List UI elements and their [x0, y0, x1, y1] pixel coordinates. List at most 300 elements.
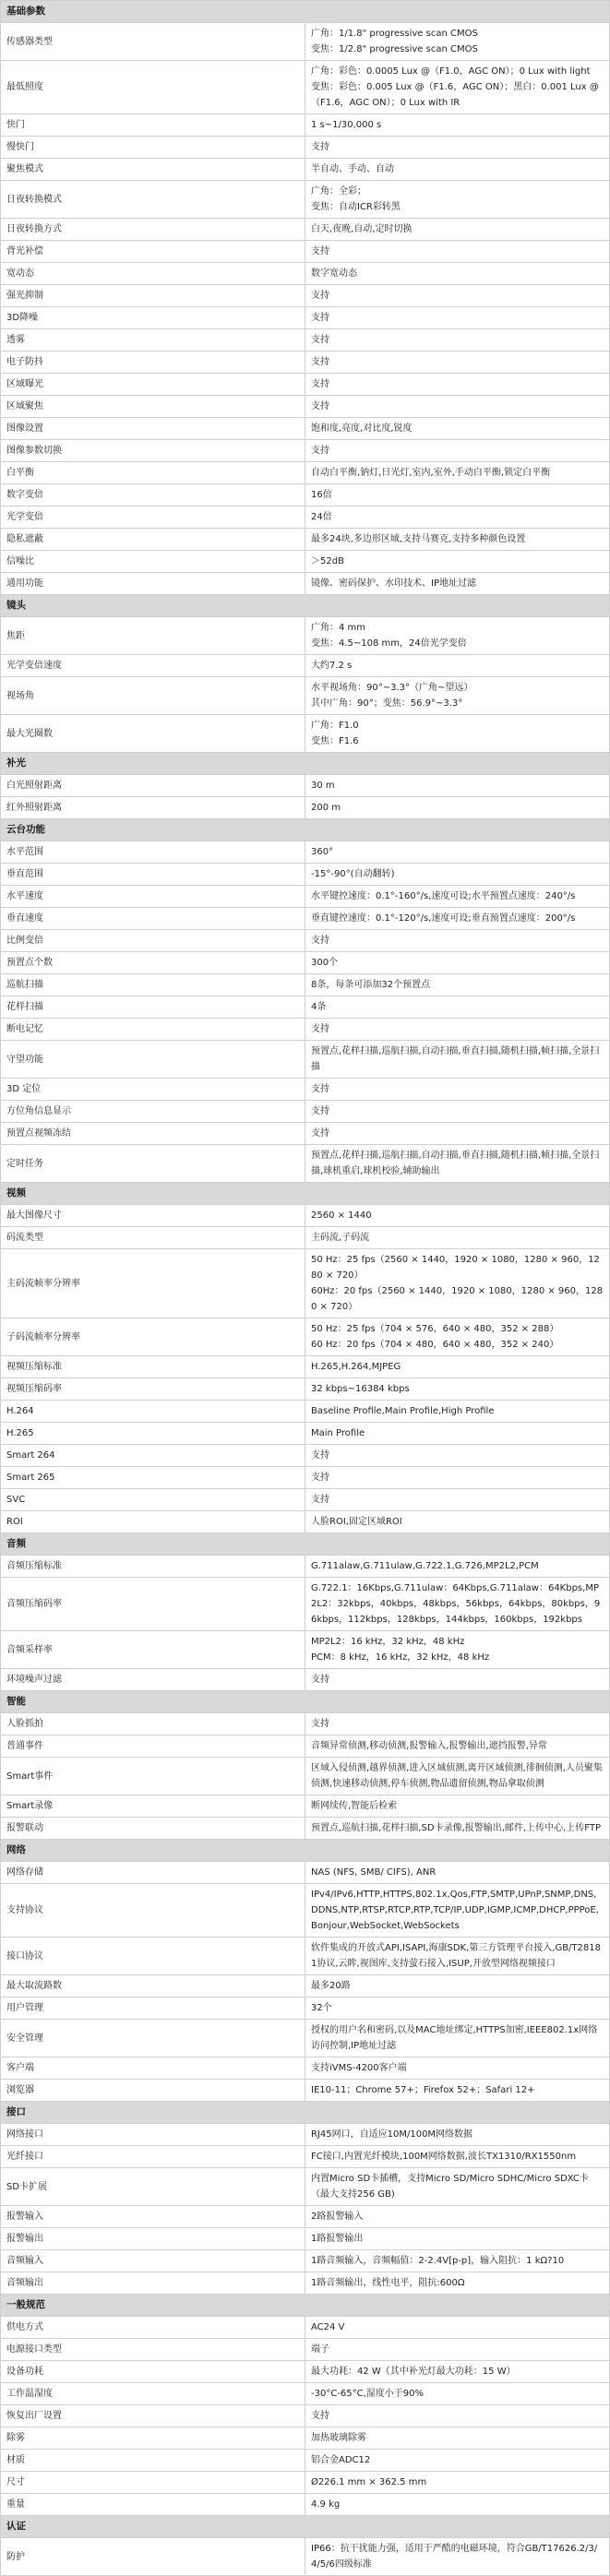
- section-header-row: [1, 753, 610, 775]
- spec-value: [305, 1938, 610, 1975]
- section-title: 镜头: [1, 595, 610, 617]
- spec-value: [305, 2383, 610, 2405]
- spec-row: [1, 1511, 610, 1533]
- spec-value: [305, 440, 610, 462]
- section-title: 补光: [1, 753, 610, 775]
- spec-value-line: G.711alaw,G.711ulaw,G.722.1,G.726,MP2L2,PCM: [311, 1561, 539, 1571]
- spec-label: 断电记忆: [1, 1019, 305, 1041]
- spec-row: [1, 2057, 610, 2080]
- spec-row: [1, 2146, 610, 2168]
- section-title: 基础参数: [1, 1, 610, 23]
- spec-row: [1, 2361, 610, 2383]
- spec-row: [1, 715, 610, 753]
- section-header-row: [1, 1, 610, 23]
- spec-row: [1, 1227, 610, 1249]
- spec-value-line: 变焦：1/2.8" progressive scan CMOS: [311, 44, 478, 54]
- spec-value-line: 300个: [311, 958, 339, 968]
- spec-value: [305, 1795, 610, 1818]
- spec-value: [305, 573, 610, 595]
- spec-row: [1, 2124, 610, 2146]
- spec-label: 方位角信息显示: [1, 1101, 305, 1123]
- spec-row: [1, 159, 610, 181]
- spec-row: [1, 1467, 610, 1489]
- spec-label: 子码流帧率分辨率: [1, 1318, 305, 1356]
- spec-value-line: 支持: [311, 446, 329, 456]
- spec-row: [1, 241, 610, 263]
- spec-row: [1, 1019, 610, 1041]
- spec-label: 音频采样率: [1, 1631, 305, 1669]
- spec-row: [1, 484, 610, 507]
- spec-value: [305, 1884, 610, 1938]
- spec-row: [1, 1205, 610, 1227]
- spec-value-line: 支持: [311, 2411, 329, 2421]
- spec-label: 防护: [1, 2538, 305, 2576]
- section-header-row: [1, 2295, 610, 2317]
- spec-row: [1, 352, 610, 374]
- spec-value: [305, 2472, 610, 2494]
- spec-label: 垂直范围: [1, 864, 305, 886]
- spec-value: [305, 775, 610, 797]
- spec-row: [1, 2020, 610, 2057]
- spec-value: [305, 285, 610, 307]
- spec-value: [305, 181, 610, 219]
- spec-value: [305, 2146, 610, 2168]
- spec-label: 音频输入: [1, 2250, 305, 2272]
- spec-value-line: 1路报警输出: [311, 2234, 364, 2244]
- spec-value: [305, 1101, 610, 1123]
- spec-value-line: 支持iVMS-4200客户端: [311, 2063, 407, 2073]
- spec-row: [1, 61, 610, 114]
- spec-value-line: IE10-11；Chrome 57+；Firefox 52+；Safari 12+: [311, 2085, 535, 2095]
- spec-row: [1, 2427, 610, 2450]
- spec-value-line: 200 m: [311, 803, 341, 813]
- spec-value: [305, 1227, 610, 1249]
- spec-value: [305, 1079, 610, 1101]
- spec-label: 浏览器: [1, 2080, 305, 2102]
- spec-label: 背光补偿: [1, 241, 305, 263]
- spec-value-line: 大约7.2 s: [311, 661, 353, 671]
- spec-value-line: 垂直键控速度：0.1°-120°/s,速度可设;垂直预置点速度：200°/s: [311, 913, 576, 924]
- spec-row: [1, 1041, 610, 1079]
- spec-value-line: FC接口,内置光纤模块,100M网络数据,波长TX1310/RX1550nm: [311, 2152, 577, 2162]
- spec-row: [1, 1378, 610, 1401]
- spec-label: 守望功能: [1, 1041, 305, 1079]
- spec-value-line: ＞52dB: [311, 556, 344, 566]
- spec-value: [305, 1423, 610, 1445]
- spec-row: [1, 2405, 610, 2427]
- spec-value-line: 变焦：彩色：0.005 Lux @（F1.6，AGC ON）；黑白：0.001 Lux @（F1.6，AGC ON）；0 Lux with IR: [311, 82, 599, 108]
- spec-value: [305, 507, 610, 529]
- spec-value-line: 8条，每条可添加32个预置点: [311, 980, 431, 990]
- spec-value: [305, 2427, 610, 2450]
- spec-label: 数字变倍: [1, 484, 305, 507]
- spec-value-line: 半自动、手动、自动: [311, 164, 394, 174]
- spec-row: [1, 2228, 610, 2250]
- spec-row: [1, 1795, 610, 1818]
- spec-value-line: 支持: [311, 246, 329, 256]
- spec-label: 报警输入: [1, 2206, 305, 2228]
- spec-label: 水平范围: [1, 841, 305, 864]
- spec-row: [1, 507, 610, 529]
- section-header-row: [1, 1840, 610, 1862]
- spec-label: 比例变倍: [1, 930, 305, 952]
- spec-value: [305, 2020, 610, 2057]
- spec-value-line: 支持: [311, 357, 329, 367]
- spec-value: [305, 1511, 610, 1533]
- spec-row: [1, 617, 610, 655]
- spec-label: Smart录像: [1, 1795, 305, 1818]
- spec-row: [1, 2538, 610, 2576]
- spec-value-line: 60 Hz：20 fps（704 × 480，640 × 480，352 × 240）: [311, 1340, 559, 1350]
- spec-label: 网络接口: [1, 2124, 305, 2146]
- spec-label: H.264: [1, 1401, 305, 1423]
- spec-value-line: 支持: [311, 1024, 329, 1034]
- spec-label: 报警输出: [1, 2228, 305, 2250]
- spec-row: [1, 1938, 610, 1975]
- spec-row: [1, 1758, 610, 1795]
- spec-value: [305, 1669, 610, 1691]
- section-title: 网络: [1, 1840, 610, 1862]
- spec-value-line: 30 m: [311, 781, 335, 791]
- spec-value: [305, 1205, 610, 1227]
- spec-row: [1, 1578, 610, 1631]
- spec-value: [305, 864, 610, 886]
- spec-value-line: NAS (NFS, SMB/ CIFS), ANR: [311, 1867, 437, 1878]
- spec-label: 3D降噪: [1, 307, 305, 329]
- spec-label: 工作温湿度: [1, 2383, 305, 2405]
- spec-value-line: 最多20路: [311, 1981, 351, 1991]
- spec-label: 主码流帧率分辨率: [1, 1249, 305, 1318]
- spec-value: [305, 1145, 610, 1183]
- spec-value: [305, 462, 610, 484]
- spec-value-line: 32 kbps~16384 kbps: [311, 1384, 410, 1394]
- spec-row: [1, 1735, 610, 1758]
- spec-label: 重量: [1, 2494, 305, 2516]
- spec-row: [1, 952, 610, 974]
- spec-value-line: 支持: [311, 1719, 329, 1729]
- spec-row: [1, 930, 610, 952]
- spec-value: [305, 715, 610, 753]
- spec-value-line: 铝合金ADC12: [311, 2455, 371, 2465]
- spec-label: Smart事件: [1, 1758, 305, 1795]
- spec-label: 电子防抖: [1, 352, 305, 374]
- spec-row: [1, 1862, 610, 1884]
- spec-value: [305, 1019, 610, 1041]
- spec-row: [1, 551, 610, 573]
- spec-label: 用户管理: [1, 1998, 305, 2020]
- spec-value: [305, 930, 610, 952]
- spec-value-line: 预置点,花样扫描,巡航扫描,自动扫描,垂直扫描,随机扫描,帧扫描,全景扫描,球机重启,球机校验,辅助输出: [311, 1151, 600, 1176]
- spec-value-line: 24倍: [311, 512, 332, 522]
- spec-label: 传感器类型: [1, 23, 305, 61]
- spec-value-line: 2560 × 1440: [311, 1210, 372, 1221]
- spec-value-line: -15°-90°(自动翻转): [311, 869, 395, 879]
- spec-row: [1, 1669, 610, 1691]
- spec-value-line: 1路音频输入，音频幅值：2-2.4V[p-p]，输入阻抗：1 kΩ?10: [311, 2256, 565, 2266]
- spec-value-line: 广角：F1.0: [311, 721, 359, 731]
- spec-value: [305, 2057, 610, 2080]
- spec-value: [305, 329, 610, 352]
- spec-label: 人脸抓拍: [1, 1713, 305, 1735]
- spec-value-line: 白天,夜晚,自动,定时切换: [311, 224, 413, 234]
- spec-label: ROI: [1, 1511, 305, 1533]
- spec-value: [305, 2228, 610, 2250]
- spec-value-line: 支持: [311, 401, 329, 411]
- spec-label: 最大光圈数: [1, 715, 305, 753]
- spec-row: [1, 1123, 610, 1145]
- spec-value-line: 支持: [311, 1450, 329, 1461]
- spec-label: 尺寸: [1, 2472, 305, 2494]
- spec-row: [1, 137, 610, 159]
- spec-value: [305, 1041, 610, 1079]
- spec-value-line: 支持: [311, 379, 329, 389]
- spec-value: [305, 996, 610, 1019]
- spec-value-line: 端子: [311, 2344, 329, 2355]
- spec-label: 设备功耗: [1, 2361, 305, 2383]
- spec-value: [305, 307, 610, 329]
- spec-label: 白平衡: [1, 462, 305, 484]
- spec-value: [305, 418, 610, 440]
- spec-value: [305, 2206, 610, 2228]
- spec-value: [305, 1578, 610, 1631]
- spec-label: 预置点个数: [1, 952, 305, 974]
- spec-label: 聚焦模式: [1, 159, 305, 181]
- spec-label: 水平速度: [1, 886, 305, 908]
- spec-label: 光纤接口: [1, 2146, 305, 2168]
- spec-label: 区域聚焦: [1, 396, 305, 418]
- spec-value: [305, 1556, 610, 1578]
- spec-value: [305, 1445, 610, 1467]
- spec-value: [305, 352, 610, 374]
- spec-value-line: AC24 V: [311, 2322, 345, 2332]
- spec-label: 网络存储: [1, 1862, 305, 1884]
- spec-value-line: 数字宽动态: [311, 268, 357, 279]
- spec-value: [305, 61, 610, 114]
- spec-value: [305, 263, 610, 285]
- spec-row: [1, 655, 610, 677]
- spec-value-line: IP66：抗干扰能力强，适用于严酷的电磁环境，符合GB/T17626.2/3/4/5/6四级标准: [311, 2544, 598, 2570]
- spec-label: 恢复出厂设置: [1, 2405, 305, 2427]
- spec-value-line: 区域入侵侦测,越界侦测,进入区域侦测,离开区域侦测,徘徊侦测,人员聚集侦测,快速移动侦测,停车侦测,物品遗留侦测,物品拿取侦测: [311, 1763, 603, 1789]
- spec-value-line: 音频异常侦测,移动侦测,报警输入,报警输出,遮挡报警,异常: [311, 1741, 547, 1751]
- spec-row: [1, 1079, 610, 1101]
- spec-label: 焦距: [1, 617, 305, 655]
- spec-value: [305, 617, 610, 655]
- spec-value: [305, 137, 610, 159]
- spec-value-line: 支持: [311, 1675, 329, 1685]
- spec-label: 图像参数切换: [1, 440, 305, 462]
- spec-label: 视频压缩标准: [1, 1356, 305, 1378]
- spec-value: [305, 241, 610, 263]
- spec-label: 普通事件: [1, 1735, 305, 1758]
- spec-row: [1, 2168, 610, 2206]
- spec-value: [305, 1356, 610, 1378]
- spec-row: [1, 2272, 610, 2295]
- spec-value: [305, 677, 610, 715]
- spec-row: [1, 418, 610, 440]
- spec-value: [305, 1998, 610, 2020]
- spec-value: [305, 2080, 610, 2102]
- spec-value-line: 4.9 kg: [311, 2499, 341, 2510]
- spec-label: 定时任务: [1, 1145, 305, 1183]
- spec-value: [305, 23, 610, 61]
- spec-value-line: 32个: [311, 2003, 332, 2013]
- spec-row: [1, 462, 610, 484]
- spec-value: [305, 841, 610, 864]
- spec-row: [1, 1249, 610, 1318]
- spec-label: H.265: [1, 1423, 305, 1445]
- spec-value-line: 人脸ROI,固定区域ROI: [311, 1517, 402, 1527]
- spec-value-line: 预置点,花样扫描,巡航扫描,自动扫描,垂直扫描,随机扫描,帧扫描,全景扫描: [311, 1046, 600, 1072]
- spec-value: [305, 1735, 610, 1758]
- spec-row: [1, 374, 610, 396]
- spec-row: [1, 440, 610, 462]
- spec-value-line: 变焦：4.5~108 mm，24倍光学变倍: [311, 638, 467, 649]
- spec-label: 最大图像尺寸: [1, 1205, 305, 1227]
- section-title: 一般规范: [1, 2295, 610, 2317]
- spec-row: [1, 529, 610, 551]
- spec-value-line: 支持: [311, 1084, 329, 1094]
- spec-value-line: 支持: [311, 335, 329, 345]
- spec-row: [1, 114, 610, 137]
- spec-value: [305, 219, 610, 241]
- spec-label: 报警联动: [1, 1818, 305, 1840]
- spec-value-line: Baseline Profile,Main Profile,High Profile: [311, 1406, 495, 1416]
- spec-label: 音频压缩标准: [1, 1556, 305, 1578]
- spec-value-line: 内置Micro SD卡插槽，支持Micro SD/Micro SDHC/Micro SDXC卡（最大支持256 GB): [311, 2174, 589, 2200]
- section-header-row: [1, 1183, 610, 1205]
- spec-label: 通用功能: [1, 573, 305, 595]
- spec-value-line: 授权的用户名和密码,以及MAC地址绑定,HTTPS加密,IEEE802.1x网络访问控制,IP地址过滤: [311, 2025, 598, 2051]
- spec-label: 信噪比: [1, 551, 305, 573]
- spec-label: 除雾: [1, 2427, 305, 2450]
- spec-value-line: 2路报警输入: [311, 2212, 364, 2222]
- spec-value: [305, 2317, 610, 2339]
- spec-row: [1, 285, 610, 307]
- spec-label: 日夜转换方式: [1, 219, 305, 241]
- spec-value: [305, 2361, 610, 2383]
- spec-row: [1, 2080, 610, 2102]
- spec-value-line: 50 Hz：25 fps（704 × 576，640 × 480，352 × 288）: [311, 1324, 559, 1334]
- spec-value-line: 变焦：自动ICR彩转黑: [311, 202, 401, 212]
- spec-row: [1, 996, 610, 1019]
- spec-row: [1, 573, 610, 595]
- spec-value: [305, 374, 610, 396]
- spec-row: [1, 1975, 610, 1998]
- spec-row: [1, 1445, 610, 1467]
- spec-value-line: 最大功耗：42 W（其中补光灯最大功耗：15 W）: [311, 2367, 516, 2377]
- spec-value-line: H.265,H.264,MJPEG: [311, 1362, 401, 1372]
- spec-row: [1, 396, 610, 418]
- spec-value: [305, 1862, 610, 1884]
- spec-value-line: 60Hz：20 fps（2560 × 1440，1920 × 1080，1280 × 960，1280 × 720）: [311, 1286, 604, 1312]
- spec-value: [305, 551, 610, 573]
- spec-value-line: 其中广角：90°；变焦：56.9°~3.3°: [311, 698, 463, 709]
- spec-row: [1, 23, 610, 61]
- spec-label: SVC: [1, 1489, 305, 1511]
- spec-value: [305, 1631, 610, 1669]
- spec-value: [305, 908, 610, 930]
- spec-value-line: Ø226.1 mm × 362.5 mm: [311, 2477, 427, 2487]
- spec-label: 视场角: [1, 677, 305, 715]
- spec-value-line: 饱和度,亮度,对比度,锐度: [311, 423, 413, 434]
- spec-row: [1, 1489, 610, 1511]
- section-header-row: [1, 2102, 610, 2124]
- spec-row: [1, 2450, 610, 2472]
- spec-value: [305, 1758, 610, 1795]
- spec-row: [1, 1556, 610, 1578]
- spec-value: [305, 396, 610, 418]
- spec-value-line: 广角：全彩；: [311, 186, 366, 197]
- spec-row: [1, 1884, 610, 1938]
- spec-value: [305, 2339, 610, 2361]
- spec-row: [1, 1101, 610, 1123]
- section-title: 视频: [1, 1183, 610, 1205]
- spec-label: SD卡扩展: [1, 2168, 305, 2206]
- spec-value: [305, 1378, 610, 1401]
- spec-row: [1, 219, 610, 241]
- spec-row: [1, 1356, 610, 1378]
- spec-label: 日夜转换模式: [1, 181, 305, 219]
- spec-label: 光学变倍速度: [1, 655, 305, 677]
- spec-value-line: 16倍: [311, 490, 332, 500]
- spec-value: [305, 1123, 610, 1145]
- spec-value-line: 最多24块,多边形区域,支持马赛克,支持多种颜色设置: [311, 534, 526, 544]
- spec-value: [305, 2168, 610, 2206]
- spec-value: [305, 1318, 610, 1356]
- spec-value: [305, 1975, 610, 1998]
- spec-value: [305, 797, 610, 819]
- section-header-row: [1, 2516, 610, 2538]
- spec-label: 环境噪声过滤: [1, 1669, 305, 1691]
- spec-value-line: PCM：8 kHz，16 kHz，32 kHz，48 kHz: [311, 1652, 490, 1663]
- spec-value-line: 支持: [311, 1495, 329, 1505]
- spec-label: 透雾: [1, 329, 305, 352]
- spec-value-line: 镜像、密码保护、水印技术、IP地址过滤: [311, 578, 476, 589]
- spec-label: 红外照射距离: [1, 797, 305, 819]
- spec-value-line: 4条: [311, 1002, 327, 1012]
- spec-row: [1, 677, 610, 715]
- spec-value: [305, 2272, 610, 2295]
- spec-label: 码流类型: [1, 1227, 305, 1249]
- spec-value: [305, 886, 610, 908]
- spec-value-line: 50 Hz：25 fps（2560 × 1440，1920 × 1080，1280 × 960，1280 × 720）: [311, 1255, 600, 1281]
- spec-value: [305, 2494, 610, 2516]
- spec-value: [305, 2250, 610, 2272]
- section-header-row: [1, 819, 610, 841]
- spec-row: [1, 2317, 610, 2339]
- spec-row: [1, 1818, 610, 1840]
- spec-label: 强光抑制: [1, 285, 305, 307]
- spec-value-line: 水平视场角：90°~3.3°（广角~望远）: [311, 683, 473, 693]
- spec-label: 图像设置: [1, 418, 305, 440]
- spec-label: Smart 264: [1, 1445, 305, 1467]
- section-title: 认证: [1, 2516, 610, 2538]
- spec-value-line: 支持: [311, 1128, 329, 1139]
- spec-label: 音频输出: [1, 2272, 305, 2295]
- spec-value: [305, 655, 610, 677]
- spec-value-line: 支持: [311, 1473, 329, 1483]
- spec-label: 最大取流路数: [1, 1975, 305, 1998]
- spec-label: 接口协议: [1, 1938, 305, 1975]
- section-header-row: [1, 1533, 610, 1556]
- spec-row: [1, 1401, 610, 1423]
- spec-row: [1, 2494, 610, 2516]
- spec-label: 支持协议: [1, 1884, 305, 1938]
- spec-label: 安全管理: [1, 2020, 305, 2057]
- spec-value-line: 支持: [311, 313, 329, 323]
- spec-row: [1, 2206, 610, 2228]
